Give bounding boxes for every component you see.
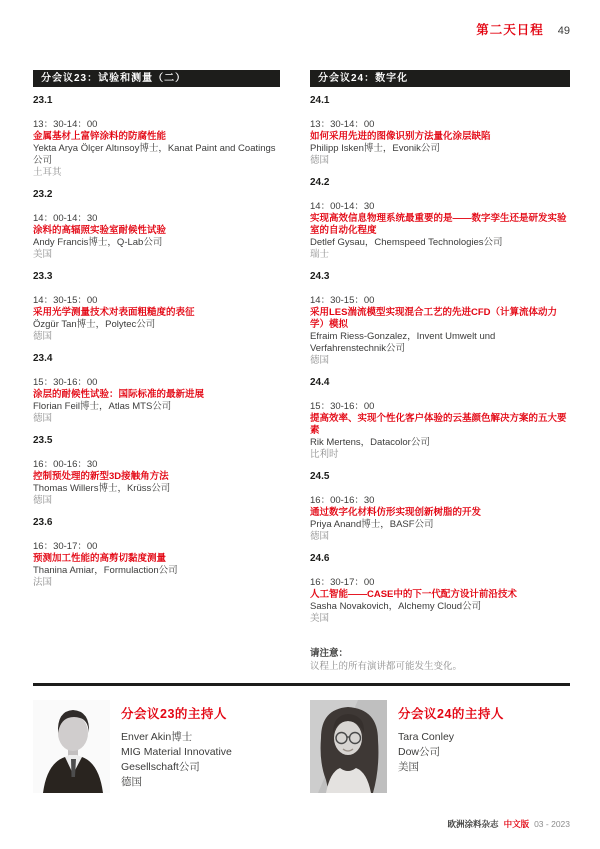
session-country: 德国 <box>33 331 53 342</box>
session-time: 15：30-16：00 <box>310 401 375 412</box>
session-title: 金属基材上富锌涂料的防腐性能 <box>33 131 167 142</box>
session-country: 比利时 <box>310 449 339 460</box>
session-country: 瑞士 <box>310 249 330 260</box>
session-title: 预测加工性能的高剪切黏度测量 <box>33 553 167 564</box>
session-speaker: Rik Mertens，Datacolor公司 <box>310 437 430 448</box>
session-entry <box>310 553 570 625</box>
session-23-header: 分会议23：试验和测量（二） <box>33 70 280 87</box>
session-entry <box>33 435 280 507</box>
chair-name: Tara Conley <box>398 731 455 743</box>
chair-company: Dow公司 <box>398 746 441 758</box>
chair-heading: 分会议23的主持人 <box>121 707 227 721</box>
session-speaker: Priya Anand博士，BASF公司 <box>310 519 434 530</box>
session-title: 采用LES湍流模型实现混合工艺的先进CFD（计算流体动力学）模拟 <box>310 307 558 330</box>
chair-photo-female-portrait <box>310 700 387 793</box>
page-number: 49 <box>557 25 570 37</box>
session-time: 14：00-14：30 <box>310 201 375 212</box>
session-number: 24.1 <box>310 95 330 106</box>
session-country: 法国 <box>33 577 53 588</box>
session-entry <box>310 377 570 461</box>
column-session-23 <box>33 70 280 673</box>
session-title: 涂料的高辐照实验室耐候性试验 <box>33 225 167 236</box>
session-number: 23.4 <box>33 353 53 364</box>
session-time: 13：30-14：00 <box>33 119 98 130</box>
session-time: 16：30-17：00 <box>33 541 98 552</box>
page-header <box>476 20 570 38</box>
session-speaker: Philipp Isken博士，Evonik公司 <box>310 143 440 154</box>
session-country: 土耳其 <box>33 167 62 178</box>
chair-company: MIG Material Innovative Gesellschaft公司 <box>121 746 232 773</box>
session-entry <box>310 471 570 543</box>
session-number: 24.2 <box>310 177 330 188</box>
session-title: 通过数字化材料仿形实现创新树脂的开发 <box>310 507 482 518</box>
session-title: 控制预处理的新型3D接触角方法 <box>33 471 169 482</box>
session-entry <box>33 271 280 343</box>
journal-name: 欧洲涂料杂志 <box>447 819 499 829</box>
chair-heading: 分会议24的主持人 <box>398 707 504 721</box>
session-entry <box>310 177 570 261</box>
section-divider <box>33 683 570 686</box>
session-country: 德国 <box>310 155 330 166</box>
session-time: 13：30-14：00 <box>310 119 375 130</box>
session-country: 德国 <box>33 413 53 424</box>
session-number: 23.6 <box>33 517 53 528</box>
session-speaker: Thanina Amiar，Formulaction公司 <box>33 565 178 576</box>
session-title: 如何采用先进的图像识别方法量化涂层缺陷 <box>310 131 491 142</box>
session-time: 15：30-16：00 <box>33 377 98 388</box>
session-number: 24.6 <box>310 553 330 564</box>
session-speaker: Thomas Willers博士，Krüss公司 <box>33 483 171 494</box>
session-speaker: Özgür Tan博士，Polytec公司 <box>33 319 156 330</box>
session-title: 涂层的耐候性试验：国际标准的最新进展 <box>33 389 205 400</box>
session-country: 德国 <box>310 355 330 366</box>
session-title: 采用光学测量技术对表面粗糙度的表征 <box>33 307 195 318</box>
session-time: 16：00-16：30 <box>33 459 98 470</box>
chairs-section <box>33 700 570 793</box>
session-entry <box>310 271 570 367</box>
session-country: 德国 <box>33 495 53 506</box>
session-entry <box>33 353 280 425</box>
session-number: 24.3 <box>310 271 330 282</box>
session-time: 16：00-16：30 <box>310 495 375 506</box>
session-entry <box>310 95 570 167</box>
chair-session-23 <box>33 700 280 793</box>
session-time: 14：00-14：30 <box>33 213 98 224</box>
chair-info <box>121 700 269 793</box>
note-body: 议程上的所有演讲都可能发生变化。 <box>310 661 463 672</box>
session-title: 人工智能——CASE中的下一代配方设计前沿技术 <box>310 589 517 600</box>
column-session-24 <box>310 70 570 673</box>
session-number: 23.3 <box>33 271 53 282</box>
session-country: 美国 <box>310 613 330 624</box>
chair-name: Enver Akin博士 <box>121 731 193 743</box>
session-time: 16：30-17：00 <box>310 577 375 588</box>
session-entry <box>33 189 280 261</box>
program-note <box>310 647 570 673</box>
chair-info <box>398 700 504 793</box>
session-speaker: Detlef Gysau，Chemspeed Technologies公司 <box>310 237 503 248</box>
chair-country: 美国 <box>398 761 419 773</box>
session-title: 实现高效信息物理系统最重要的是——数字孪生还是研发实验室的自动化程度 <box>310 213 567 236</box>
session-time: 14：30-15：00 <box>33 295 98 306</box>
page-footer <box>448 818 570 830</box>
session-speaker: Florian Feil博士，Atlas MTS公司 <box>33 401 172 412</box>
session-country: 美国 <box>33 249 53 260</box>
session-number: 23.5 <box>33 435 53 446</box>
session-speaker: Sasha Novakovich，Alchemy Cloud公司 <box>310 601 482 612</box>
journal-issue: 03 - 2023 <box>534 819 570 829</box>
day-title: 第二天日程 <box>476 23 544 37</box>
chair-session-24 <box>310 700 570 793</box>
session-number: 23.1 <box>33 95 53 106</box>
session-speaker: Efraim Riess-Gonzalez，Invent Umwelt und Verfahrenstechnik公司 <box>310 331 496 354</box>
session-speaker: Andy Francis博士，Q-Lab公司 <box>33 237 163 248</box>
chair-country: 德国 <box>121 776 142 788</box>
session-number: 23.2 <box>33 189 53 200</box>
session-time: 14：30-15：00 <box>310 295 375 306</box>
journal-edition: 中文版 <box>503 819 530 829</box>
note-title: 请注意： <box>310 648 349 659</box>
session-entry <box>33 95 280 179</box>
session-number: 24.5 <box>310 471 330 482</box>
session-speaker: Yekta Arya Ölçer Altınsoy博士，Kanat Paint and Coatings公司 <box>33 143 276 166</box>
program-columns <box>33 70 570 673</box>
session-title: 提高效率、实现个性化客户体验的云基颜色解决方案的五大要素 <box>310 413 567 436</box>
session-24-header: 分会议24：数字化 <box>310 70 570 87</box>
session-entry <box>33 517 280 589</box>
session-number: 24.4 <box>310 377 330 388</box>
chair-photo-male-portrait <box>33 700 110 793</box>
session-country: 德国 <box>310 531 330 542</box>
